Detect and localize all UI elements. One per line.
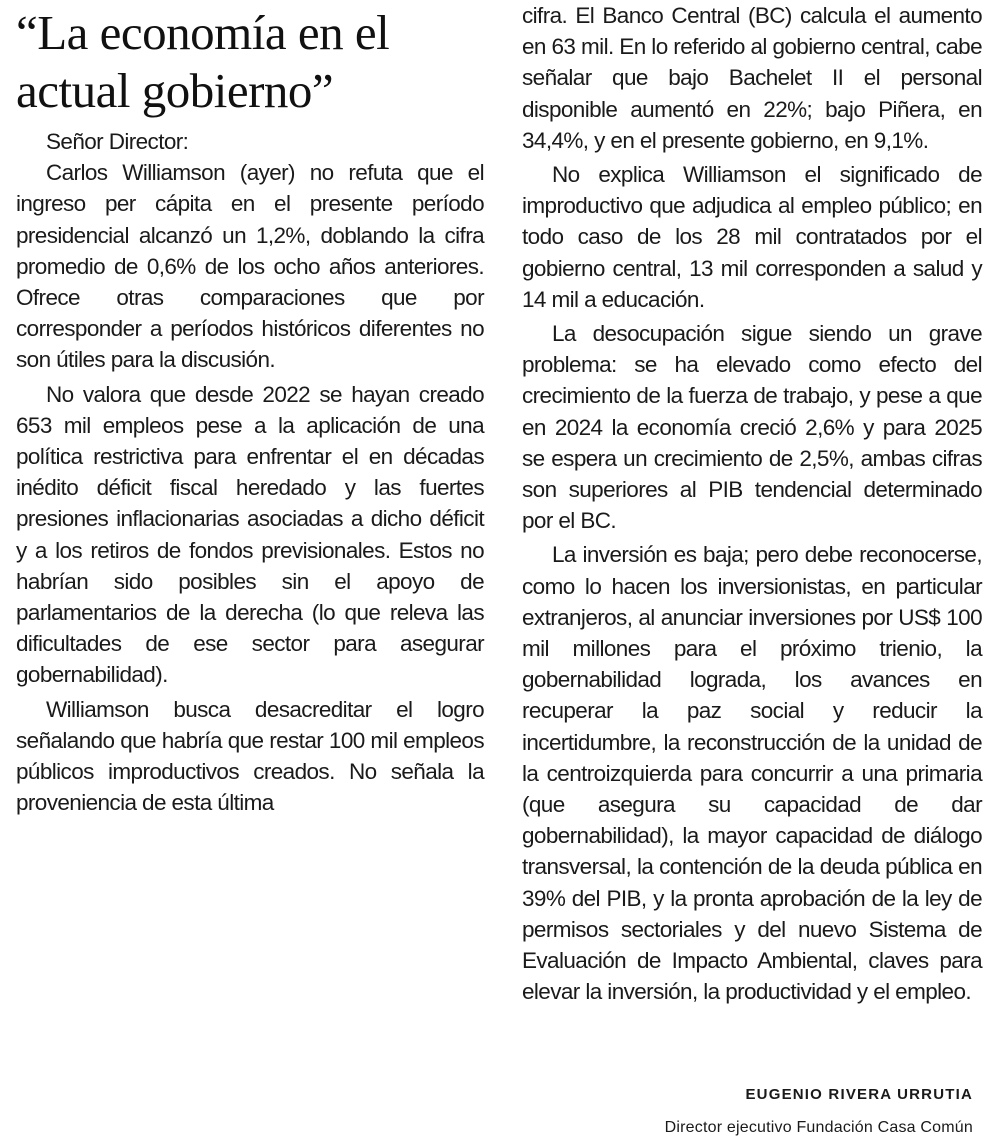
paragraph-3: Williamson busca desacreditar el logro señalando que habría que restar 100 mil empleos públicos improductivos creados. No señala la proveniencia de esta última [16,696,484,816]
paragraph-1: Carlos Williamson (ayer) no refuta que el ingreso per cápita en el presente período presidencial alcanzó un 1,2%, doblando la cifra promedio de 0,6% de los ocho años anteriores. Ofrece otras comparaciones que por corresponder a períodos históricos diferentes no son útiles para la discusión. [16,160,484,373]
paragraph-4: No explica Williamson el significado de improductivo que adjudica al empleo público; en todo caso de los 28 mil contratados por el gobierno central, 13 mil corresponden a salud y 14 mil a educación. [522,162,982,312]
paragraph-2: No valora que desde 2022 se hayan creado 653 mil empleos pese a la aplicación de una política restrictiva para enfrentar el en décadas inédito déficit fiscal heredado y las fuertes presiones inflacionarias asociadas a dicho déficit y a los retiros de fondos previsionales. Estos no habrían sido posibles sin el apoyo de parlamentarios de la derecha (lo que releva las dificultades de ese sector para asegurar gobernabilidad). [16,381,484,688]
author-affiliation: Director ejecutivo Fundación Casa Común [664,1119,973,1136]
right-column [522,0,982,1008]
paragraph-3-continued: cifra. El Banco Central (BC) calcula el aumento en 63 mil. En lo referido al gobierno central, cabe señalar que bajo Bachelet II el personal disponible aumentó en 22%; bajo Piñera, en 34,4%, y en el presente gobierno, en 9,1%. [522,3,982,153]
left-column [16,0,484,818]
salutation: Señor Director: [46,129,189,154]
paragraph-5: La desocupación sigue siendo un grave problema: se ha elevado como efecto del crecimiento de la fuerza de trabajo, y pese a que en 2024 la economía creció 2,6% y para 2025 se espera un crecimiento de 2,5%, ambas cifras son superiores al PIB tendencial determinado por el BC. [522,321,982,534]
author-name: EUGENIO RIVERA URRUTIA [745,1086,973,1103]
headline: “La economía en el actual gobierno” [16,5,390,118]
paragraph-6: La inversión es baja; pero debe reconocerse, como lo hacen los inversionistas, en particular extranjeros, al anunciar inversiones por US$ 100 mil millones para el próximo trienio, la gobernabilidad lograda, los avances en recuperar la paz social y reducir la incertidumbre, la reconstrucción de la unidad de la centroizquierda para concurrir a una primaria (que asegura su capacidad de dar gobernabilidad), la mayor capacidad de diálogo transversal, la contención de la deuda pública en 39% del PIB, y la pronta aprobación de la ley de permisos sectoriales y del nuevo Sistema de Evaluación de Impacto Ambiental, claves para elevar la inversión, la productividad y el empleo. [522,542,982,1005]
